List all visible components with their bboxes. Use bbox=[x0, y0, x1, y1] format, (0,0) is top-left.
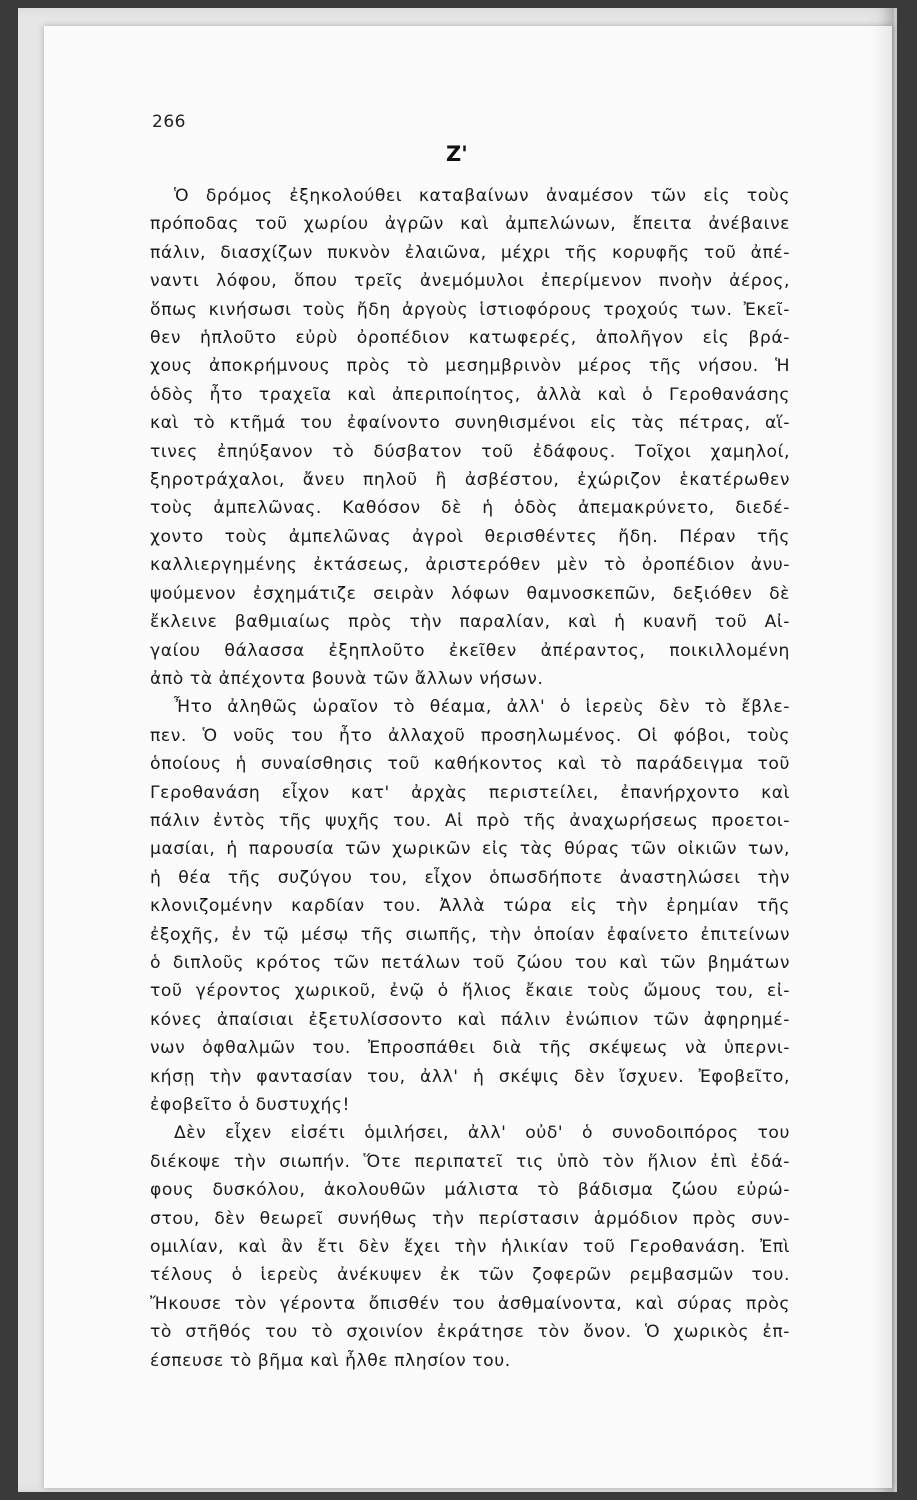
text-line: πρόποδας τοῦ χωρίου ἀγρῶν καὶ ἀμπελώνων, ἔπειτα ἀνέβαινε bbox=[150, 214, 790, 235]
text-line: νων ὀφθαλμῶν του. Ἐπροσπάθει διὰ τῆς σκέψεως νὰ ὑπερνι- bbox=[150, 1038, 790, 1059]
text-line: μασίαι, ἡ παρουσία τῶν χωρικῶν εἰς τὰς θύρας τῶν οἰκιῶν των, bbox=[150, 839, 790, 860]
text-line: τινες ἐπηύξανον τὸ δύσβατον τοῦ ἐδάφους. Τοῖχοι χαμηλοί, bbox=[150, 441, 790, 462]
text-line: φους δυσκόλου, ἀκολουθῶν μάλιστα τὸ βάδισμα ζώου εὐρώ- bbox=[150, 1180, 790, 1201]
text-line: Δὲν εἶχεν εἰσέτι ὁμιλήσει, ἀλλ' οὐδ' ὁ συνοδοιπόρος του bbox=[174, 1123, 790, 1144]
text-line: χους ἀποκρήμνους πρὸς τὸ μεσημβρινὸν μέρος τῆς νήσου. Ἡ bbox=[150, 356, 790, 377]
text-line: κόνες ἀπαίσιαι ἐξετυλίσσοντο καὶ πάλιν ἐνώπιον τῶν ἀφηρημέ- bbox=[150, 1009, 790, 1030]
chapter-heading: Ζ' bbox=[446, 142, 468, 166]
text-line: ὁποίους ἡ συναίσθησις τοῦ καθήκοντος καὶ τὸ παράδειγμα τοῦ bbox=[150, 754, 790, 775]
text-line: έσπευσε τὸ βῆμα καὶ ἦλθε πλησίον του. bbox=[150, 1350, 511, 1371]
text-line: τὸ στῆθός του τὸ σχοινίον ἐκράτησε τὸν ὄνον. Ὁ χωρικὸς ἐπ- bbox=[150, 1322, 790, 1343]
text-line: πάλιν, διασχίζων πυκνὸν ἐλαιῶνα, μέχρι τῆς κορυφῆς τοῦ ἀπέ- bbox=[150, 242, 790, 263]
text-line: ὅπως κινήσωσι τοὺς ἤδη ἀργοὺς ἱστιοφόρους τροχούς των. Ἐκεῖ- bbox=[150, 299, 790, 320]
text-line: ομιλίαν, καὶ ἂν ἔτι δὲν ἔχει τὴν ἡλικίαν τοῦ Γεροθανάση. Ἐπὶ bbox=[150, 1237, 790, 1258]
text-line: ἔκλεινε βαθμιαίως πρὸς τὴν παραλίαν, καὶ ἡ κυανῆ τοῦ Αἰ- bbox=[150, 612, 790, 633]
text-line: τοὺς ἀμπελῶνας. Καθόσον δὲ ἡ ὁδὸς ἀπεμακρύνετο, διεδέ- bbox=[150, 498, 790, 519]
text-line: Ἦτο ἀληθῶς ὡραῖον τὸ θέαμα, ἀλλ' ὁ ἱερεὺς δὲν τὸ ἔβλε- bbox=[174, 697, 790, 718]
text-line: διέκοψε τὴν σιωπήν. Ὅτε περιπατεῖ τις ὑπὸ τὸν ἥλιον ἐπὶ ἐδά- bbox=[150, 1151, 790, 1172]
paragraph bbox=[150, 1119, 790, 1375]
text-line: τοῦ γέροντος χωρικοῦ, ἐνῷ ὁ ἥλιος ἔκαιε τοὺς ὤμους του, εἰ- bbox=[150, 981, 790, 1002]
text-line: πάλιν ἐντὸς τῆς ψυχῆς του. Αἱ πρὸ τῆς ἀναχωρήσεως προετοι- bbox=[150, 810, 790, 831]
text-line: ἡ θέα τῆς συζύγου του, εἶχον ὁπωσδήποτε ἀναστηλώσει τὴν bbox=[150, 867, 790, 888]
text-line: καὶ τὸ κτῆμά του ἐφαίνοντο συνηθισμένοι εἰς τὰς πέτρας, αἵ- bbox=[150, 413, 790, 434]
text-line: ἀπὸ τὰ ἀπέχοντα βουνὰ τῶν ἄλλων νήσων. bbox=[150, 668, 544, 689]
text-line: γαίου θάλασσα ἐξηπλοῦτο ἐκεῖθεν ἀπέραντος, ποικιλλομένη bbox=[150, 640, 790, 661]
text-line: στου, δὲν θεωρεῖ συνήθως τὴν περίστασιν ἁρμόδιον πρὸς συν- bbox=[150, 1208, 790, 1229]
paragraph bbox=[150, 182, 790, 693]
text-line: κήσῃ τὴν φαντασίαν του, ἀλλ' ἡ σκέψις δὲν ἴσχυεν. Ἐφοβεῖτο, bbox=[150, 1066, 790, 1087]
page-edge-shadow bbox=[870, 26, 892, 1488]
text-line: τέλους ὁ ἱερεὺς ἀνέκυψεν ἐκ τῶν ζοφερῶν ρεμβασμῶν του. bbox=[150, 1265, 790, 1286]
text-line: Γεροθανάση εἶχον κατ' ἀρχὰς περιστείλει, ἐπανήρχοντο καὶ bbox=[150, 782, 790, 803]
body-text bbox=[150, 182, 790, 1375]
text-line: ὁ διπλοῦς κρότος τῶν πετάλων τοῦ ζώου του καὶ τῶν βημάτων bbox=[150, 952, 790, 973]
text-line: καλλιεργημένης ἐκτάσεως, ἀριστερόθεν μὲν τὸ ὀροπέδιον ἀνυ- bbox=[150, 555, 790, 576]
text-line: χοντο τοὺς ἀμπελῶνας ἀγροὶ θερισθέντες ἤδη. Πέραν τῆς bbox=[150, 526, 790, 547]
text-line: Ὁ δρόμος ἐξηκολούθει καταβαίνων ἀναμέσον τῶν εἰς τοὺς bbox=[174, 186, 790, 206]
text-line: ὁδὸς ἦτο τραχεῖα καὶ ἀπεριποίητος, ἀλλὰ καὶ ὁ Γεροθανάσης bbox=[150, 384, 790, 405]
text-line: ναντι λόφου, ὅπου τρεῖς ἀνεμόμυλοι ἐπερίμενον πνοὴν ἀέρος, bbox=[150, 271, 790, 292]
text-line: ψούμενον ἐσχημάτιζε σειρὰν λόφων θαμνοσκεπῶν, δεξιόθεν δὲ bbox=[150, 583, 790, 604]
text-line: ἐφοβεῖτο ὁ δυστυχής! bbox=[150, 1095, 350, 1115]
text-line: ἐξοχῆς, ἐν τῷ μέσῳ τῆς σιωπῆς, τὴν ὁποίαν ἐφαίνετο ἐπιτείνων bbox=[150, 924, 790, 945]
text-line: Ἤκουσε τὸν γέροντα ὄπισθέν του ἀσθμαίνοντα, καὶ σύρας πρὸς bbox=[150, 1293, 790, 1314]
text-line: πεν. Ὁ νοῦς του ἦτο ἀλλαχοῦ προσηλωμένος. Οἱ φόβοι, τοὺς bbox=[150, 725, 790, 746]
text-line: θεν ἡπλοῦτο εὐρὺ ὀροπέδιον κατωφερές, ἀπολῆγον εἰς βρά- bbox=[150, 328, 790, 349]
page-number: 266 bbox=[152, 112, 186, 132]
text-line: κλονιζομένην καρδίαν του. Ἀλλὰ τώρα εἰς τὴν ἐρημίαν τῆς bbox=[150, 896, 790, 917]
text-line: ξηροτράχαλοι, ἄνευ πηλοῦ ἢ ἀσβέστου, ἐχώριζον ἑκατέρωθεν bbox=[150, 470, 790, 491]
paragraph bbox=[150, 693, 790, 1119]
